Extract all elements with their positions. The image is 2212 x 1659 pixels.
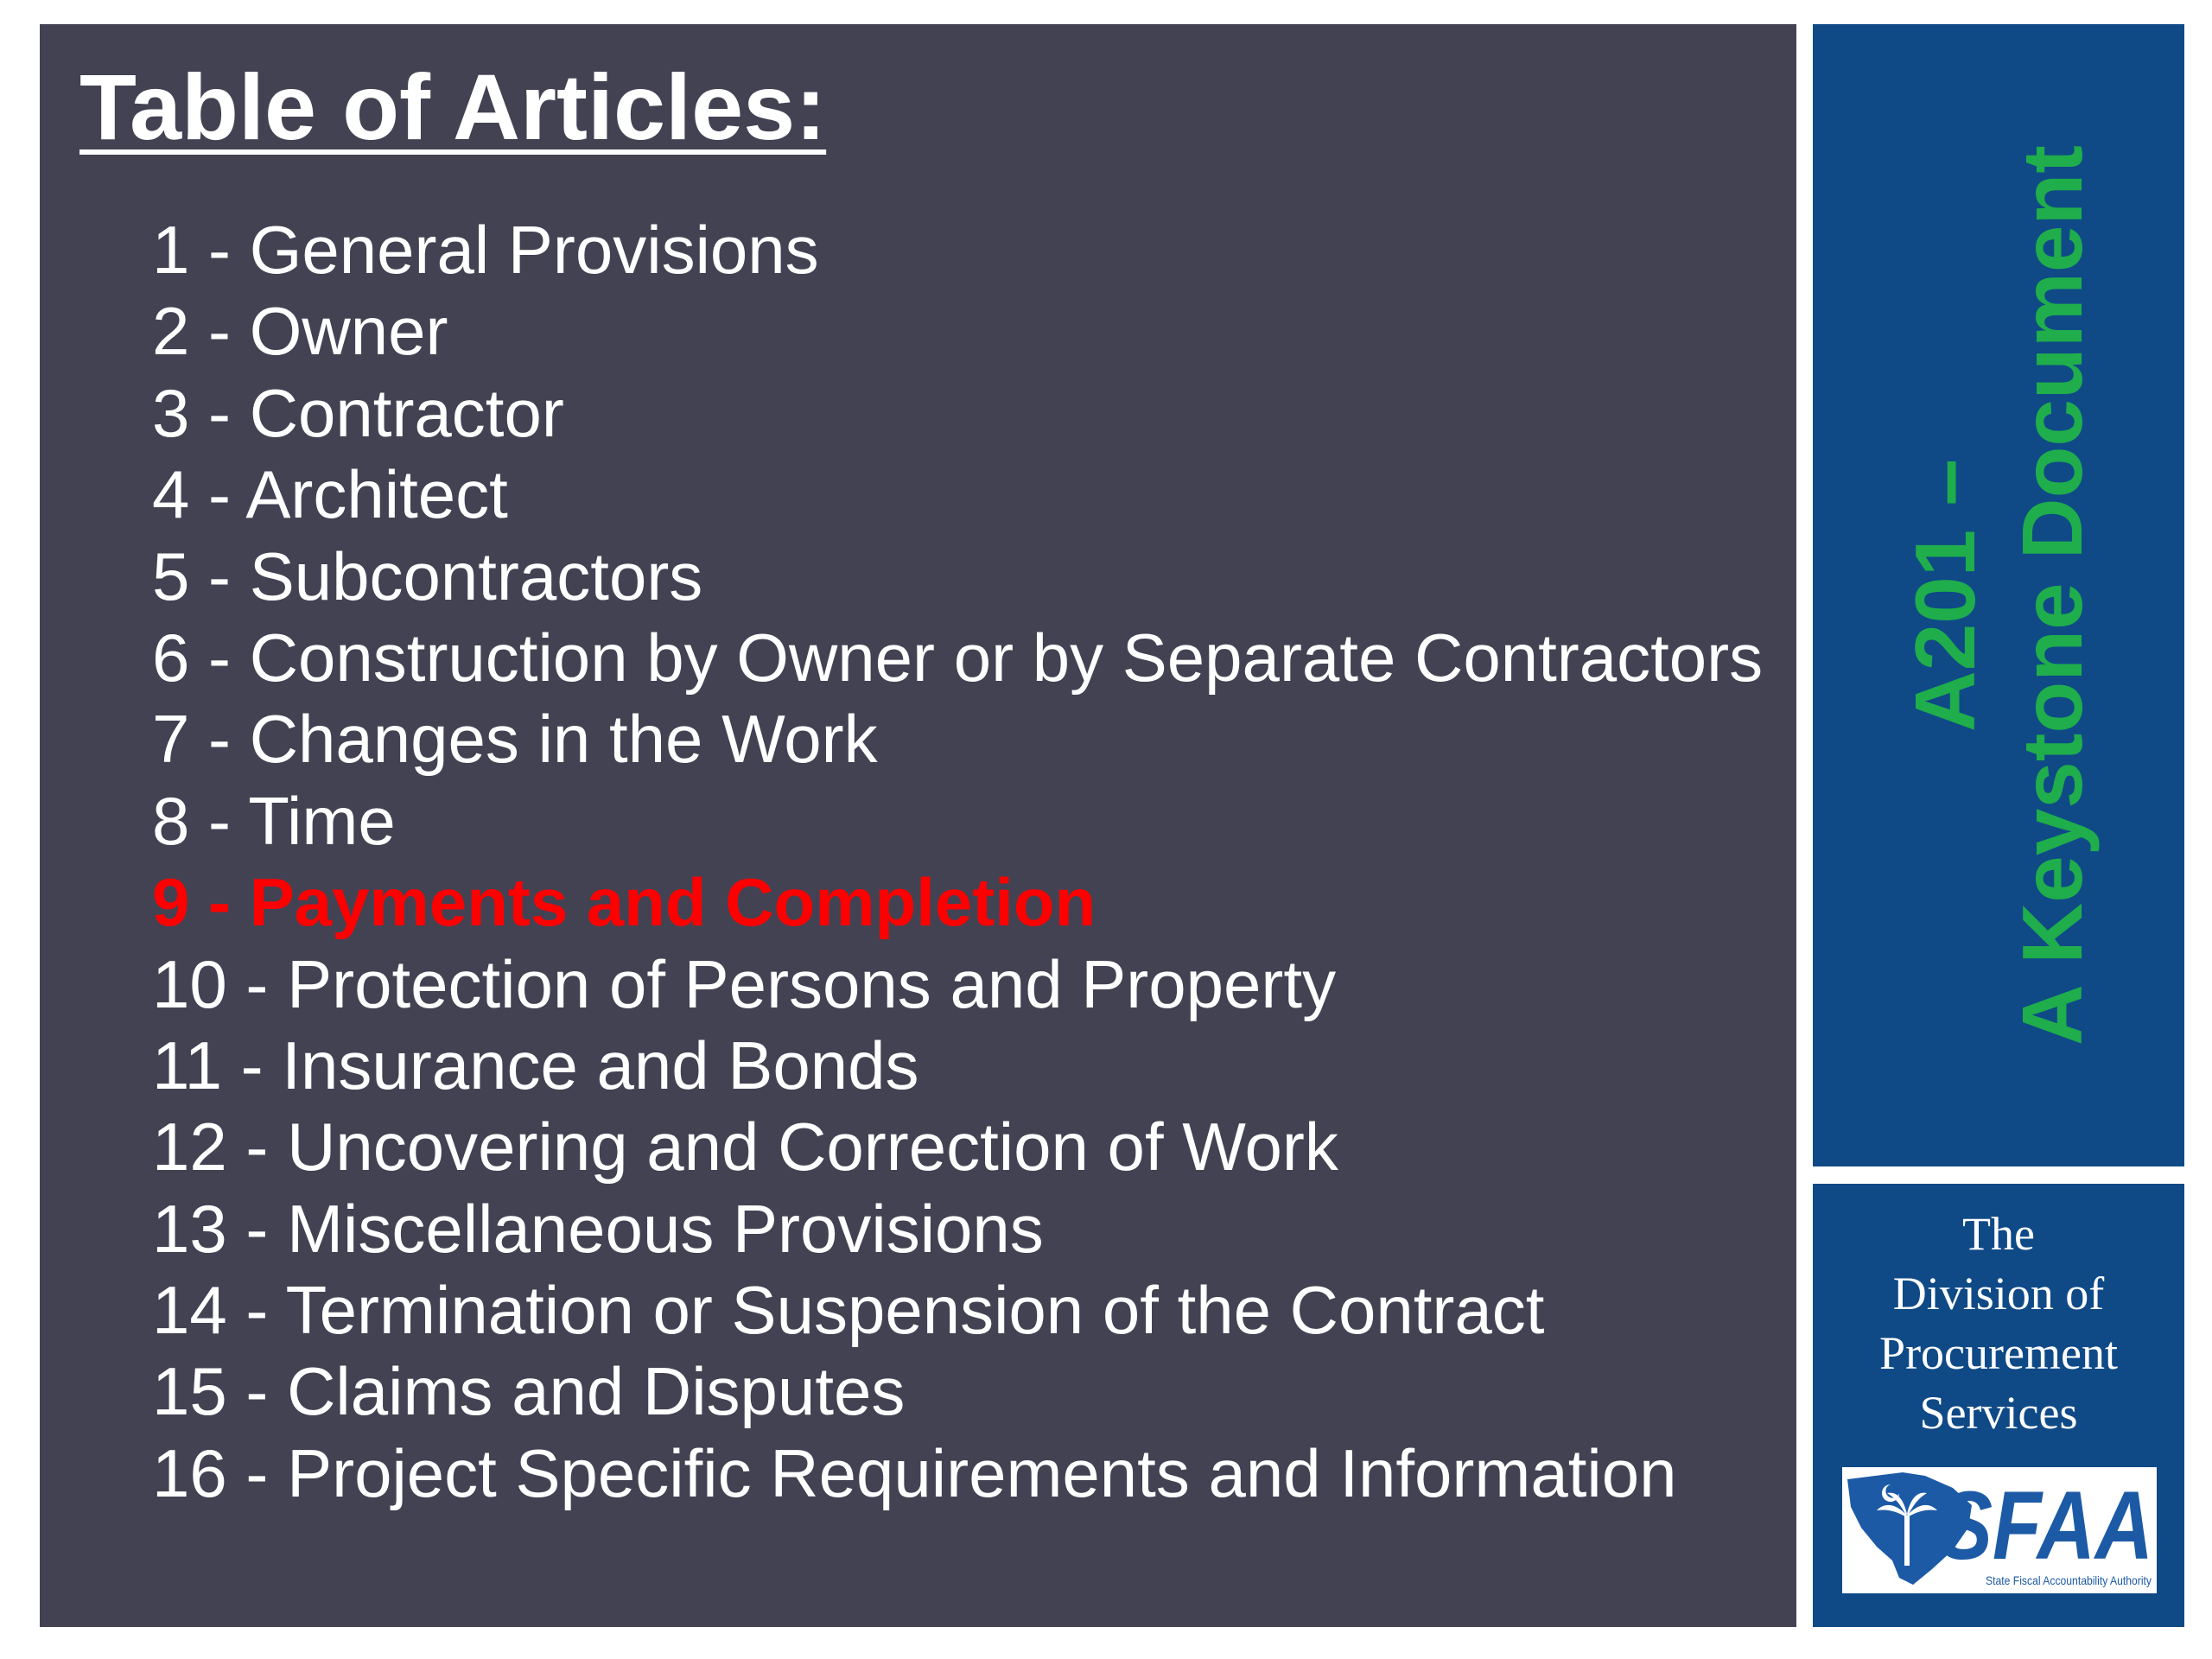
division-line: Division of — [1892, 1268, 2105, 1319]
article-item: 14 - Termination or Suspension of the Contract — [152, 1272, 1545, 1349]
article-item: 16 - Project Specific Requirements and Information — [152, 1434, 1677, 1511]
division-panel — [1813, 1184, 2184, 1627]
sfaa-logo — [1842, 1467, 2157, 1593]
article-item: 2 - Owner — [152, 293, 448, 370]
table-of-articles-panel — [40, 24, 1796, 1627]
side-heading-line-2: A Keystone Document — [2005, 145, 2100, 1046]
logo-tagline: State Fiscal Accountability Authority — [1986, 1573, 2152, 1587]
article-item: 11 - Insurance and Bonds — [152, 1027, 919, 1103]
division-name — [1813, 1205, 2184, 1443]
article-item-highlighted: 9 - Payments and Completion — [152, 864, 1096, 941]
article-item: 6 - Construction by Owner or by Separate Contractors — [152, 619, 1764, 696]
side-heading-panel — [1813, 24, 2184, 1166]
article-item: 15 - Claims and Disputes — [152, 1353, 906, 1430]
article-item: 3 - Contractor — [152, 374, 564, 451]
side-heading-line-1: A201 – — [1897, 459, 1993, 733]
palmetto-state-logo-icon — [1842, 1467, 2157, 1593]
article-item: 4 - Architect — [152, 456, 508, 533]
logo-wordmark: SFAA — [1939, 1471, 2153, 1580]
division-line: Services — [1919, 1387, 2078, 1439]
division-line: Procurement — [1879, 1327, 2118, 1379]
article-item: 7 - Changes in the Work — [152, 701, 878, 778]
article-item: 10 - Protection of Persons and Property — [152, 945, 1337, 1022]
article-item: 5 - Subcontractors — [152, 537, 703, 614]
page-title: Table of Articles: — [79, 54, 827, 159]
division-line: The — [1962, 1208, 2035, 1260]
articles-list — [152, 209, 1763, 1514]
article-item: 13 - Miscellaneous Provisions — [152, 1190, 1044, 1267]
article-item: 1 - General Provisions — [152, 212, 819, 288]
article-item: 12 - Uncovering and Correction of Work — [152, 1109, 1338, 1185]
article-item: 8 - Time — [152, 782, 396, 859]
side-heading — [1891, 145, 2106, 1046]
